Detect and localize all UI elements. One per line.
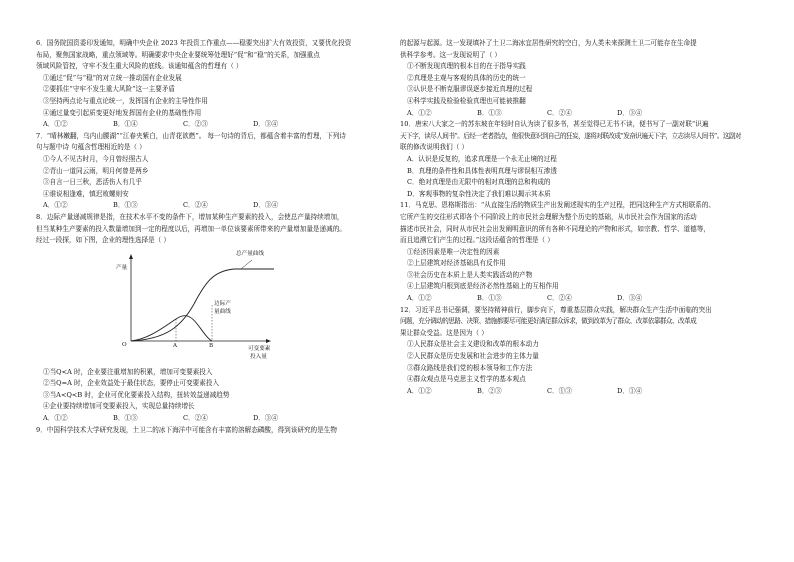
question-9-option: ④科学实践及检验检验真理也可能被推翻: [407, 96, 526, 105]
question-10-option[interactable]: A．认识是反复的，追求真理是一个永无止境的过程: [407, 154, 557, 163]
question-11-stem-line: 11．马克思、恩格斯指出：“从直接生活的物质生产出发阐述现实的生产过程，把同这种生产方式相联系的、: [400, 201, 716, 210]
question-9-stem-start: 9．中国科学技术大学研究发现，土卫二的冰下海洋中可能含有丰富的溶解态磷酸，得到该研究的是生物: [36, 425, 337, 434]
question-8-choices: [36, 413, 376, 425]
choice-c[interactable]: C．①③: [547, 386, 572, 395]
choice-b[interactable]: B．①③: [113, 201, 138, 210]
question-10-stem-line: 10．唐宋八大家之一的苏东坡在年轻时自认为读了很多书，甚至觉得已无书不读，便书写了一副对联“识遍: [400, 120, 709, 129]
question-9-option: ①不断发现真理的根本目的在于指导实践: [407, 62, 526, 71]
question-8-stem-line: 但当某种生产要素的投入数量增加到一定的程度以后，再增加一单位该要素所带来的产量增加量是递减的。: [36, 224, 346, 233]
right-column: [400, 38, 740, 397]
question-7-option: ②青山一道同云雨，明月何曾是两乡: [43, 166, 149, 175]
choice-a[interactable]: A．①②: [43, 201, 68, 210]
choice-a[interactable]: A．①②: [43, 120, 68, 129]
left-column: [36, 38, 376, 436]
question-10-option[interactable]: B．真理的条件性和具体性表明真理与谬误相互渗透: [407, 166, 557, 175]
question-8-option: ②当Q=A 时，企业效益处于最佳状态，要停止可变要素投入: [43, 379, 220, 388]
choice-b[interactable]: B．①③: [477, 108, 502, 117]
choice-c[interactable]: C．②④: [547, 108, 572, 117]
choice-c[interactable]: C．②④: [183, 201, 208, 210]
total-product-curve: [131, 269, 274, 341]
question-11: [400, 200, 740, 304]
question-8-option: ④企业要持续增加可变要素投入，实现总量持续增长: [43, 402, 195, 411]
question-10: [400, 119, 740, 200]
question-12-option: ①人民群众是社会主义建设和改革的根本动力: [407, 340, 539, 349]
question-6-option: ①通过“促”与“稳”的对立统一推动国有企业发展: [43, 73, 182, 82]
question-12-stem-line: 果让群众受益。这是因为（ ）: [400, 328, 488, 337]
point-a-label: A: [173, 342, 178, 349]
choice-d[interactable]: D．③④: [253, 201, 279, 210]
choice-d[interactable]: D．③④: [253, 120, 279, 129]
question-8: [36, 212, 376, 425]
choice-d[interactable]: D．③④: [253, 414, 279, 423]
question-8-option: ①当Q<A 时，企业要注重增加的积累，增加可变要素投入: [43, 367, 213, 376]
question-9-choices: [400, 108, 740, 120]
choice-b[interactable]: B．①③: [113, 414, 138, 423]
question-6-option: ②要抓住“守牢不发生重大风险”这一主要矛盾: [43, 85, 176, 94]
question-11-option: ③社会历史在本质上是人类实践活动的产物: [407, 270, 533, 279]
y-axis-label: 产量: [116, 264, 128, 271]
choice-a[interactable]: A．①②: [43, 414, 68, 423]
production-curve-diagram: [36, 249, 376, 367]
question-11-stem-line: 而且追溯它们产生的过程。”这段话蕴含的哲理是（ ）: [400, 236, 554, 245]
question-7-stem-line: 句与题中诗 句蕴含哲理相近的是（ ）: [36, 143, 146, 152]
choice-c[interactable]: C．②④: [547, 294, 572, 303]
choice-b[interactable]: B．①③: [477, 294, 502, 303]
question-9-stem-line: 供科学参考。这一发现说明了（ ）: [400, 50, 502, 59]
choice-d[interactable]: D．③④: [617, 108, 643, 117]
question-11-option: ①经济因素是唯一决定性的因素: [407, 247, 500, 256]
question-6-option: ③坚持两点论与重点论统一，发挥国有企业的主导性作用: [43, 96, 208, 105]
question-7: [36, 131, 376, 212]
question-11-option: ④上层建筑归根到底是经济必然性基础上的互相作用: [407, 282, 559, 291]
question-10-stem-line: 联的修改说明我们（ ）: [400, 143, 469, 152]
question-7-choices: [36, 200, 376, 212]
x-axis-label-1: 可变要素: [248, 345, 271, 352]
question-12-stem-line: 问题，充分调动的思路、决策、措施都要尽可能更好满足群众诉求，做到改革为了群众、改革依靠群众、改革成: [400, 317, 697, 326]
question-6-choices: [36, 119, 376, 131]
question-9-stem-line: 的起源与起源。这一发现填补了土卫二海冰宜居性研究的空白，为人类未来探测土卫二可能存在生命提: [400, 39, 697, 47]
point-b-label: B: [209, 342, 214, 349]
choice-d[interactable]: D．①④: [617, 386, 643, 395]
choice-b[interactable]: B．①④: [113, 120, 138, 129]
question-6-stem-line: 6．国务院国资委印发通知，明确中央企业 2023 年投资工作重点——稳要突出扩大有效投资，又要优化投资: [36, 39, 352, 47]
question-12-choices: [400, 386, 740, 398]
choice-a[interactable]: A．①②: [407, 108, 432, 117]
marginal-product-curve: [131, 315, 212, 340]
x-axis-arrow: [266, 339, 271, 343]
question-12-option: ④群众观点是马克思主义哲学的基本观点: [407, 375, 526, 384]
question-11-option: ②上层建筑对经济基础具有反作用: [407, 259, 506, 268]
question-9-option: ②真理是主观与客观的具体的历史的统一: [407, 73, 526, 82]
question-7-stem-line: 7．“晴林嫩翻，乌内山腰湖”“江春夹紫白，山青花欲燃”。 每一句诗的背后，都蕴含着丰富的哲理，下列诗: [36, 131, 346, 140]
question-6: [36, 38, 376, 131]
choice-c[interactable]: C．②③: [183, 120, 208, 129]
question-9-option: ③认识是不断克服谬误逐步接近真理的过程: [407, 85, 533, 94]
question-6-option: ④通过量变引起质变更好地发挥国有企业的基础性作用: [43, 108, 202, 117]
marginal-curve-label-2: 量曲线: [214, 308, 231, 315]
origin-label: O: [122, 341, 127, 348]
question-12-stem-line: 12．习近平总书记强调，要坚持精神前行，脚步向下，尊重基层群众实践，解决群众生产生活中面临的突出: [400, 305, 712, 314]
marginal-curve-label-1: 边际产: [214, 300, 231, 307]
production-curve-svg: [36, 249, 376, 367]
question-10-option[interactable]: D．客观事物的复杂性决定了我们难以揭示其本质: [407, 189, 551, 198]
y-axis-arrow: [129, 254, 133, 259]
choice-b[interactable]: B．②③: [477, 386, 502, 395]
choice-a[interactable]: A．①②: [407, 294, 432, 303]
total-curve-leader: [241, 260, 252, 269]
choice-d[interactable]: D．③④: [617, 294, 643, 303]
total-curve-label: 总产量曲线: [236, 250, 264, 257]
question-11-stem-line: 它所产生的交往形式即各个不同阶段上的市民社会理解为整个历史的基础，从市民社会作为国家的活动: [400, 212, 697, 221]
x-axis-label-2: 投入量: [250, 353, 267, 360]
choice-a[interactable]: A．①②: [407, 386, 432, 395]
question-7-option: ④谁说相逢难，慎迟败螺则安: [43, 189, 129, 198]
question-8-option: ③当A<Q<B 时，企业可优化要素投入结构，扭转效益递减趋势: [43, 390, 230, 399]
question-8-stem-line: 8．边际产量递减规律是指，在技术水平不变的条件下，增加某种生产要素的投入，会使总产量持续增加，: [36, 212, 344, 221]
question-6-stem-line: 布局，聚焦国家战略，重点领域等。明确要求中央企业要统筹处理好“促”和“稳”的关系，加强重点: [36, 50, 320, 59]
question-11-stem-line: 描述市民社会，同时从市民社会出发阐明意识的所有各种不同理论的产物和形式，如宗教、哲学、道德等，: [400, 224, 710, 233]
question-7-option: ③自言一日三秋，恶活伤人有几乎: [43, 178, 142, 187]
question-8-stem-line: 经过一段探，如下图，企业的理性选择是（ ）: [36, 236, 170, 245]
question-12-option: ②人民群众是历史发展和社会进步的主体力量: [407, 352, 539, 361]
choice-c[interactable]: C．②④: [183, 414, 208, 423]
question-9-continued: [400, 38, 740, 119]
question-10-stem-line: 天下字，读尽人间书”。后经一老者指点，他很快意识到自己的狂妄，遂将对联改成“发奋识遍天下字，立志读尽人间书”。这副对: [400, 131, 741, 140]
question-6-stem-line: 领域风险管控，守牢不发生重大风险的底线。该通知蕴含的哲理有（ ）: [36, 62, 243, 71]
question-11-choices: [400, 293, 740, 305]
question-12: [400, 305, 740, 398]
question-7-option: ①今人不见古时月，今月曾经照古人: [43, 154, 149, 163]
question-12-option: ③群众路线是我们党的根本领导和工作方法: [407, 363, 533, 372]
question-10-option[interactable]: C．绝对真理是由无限中的相对真理的总和构成的: [407, 178, 551, 187]
